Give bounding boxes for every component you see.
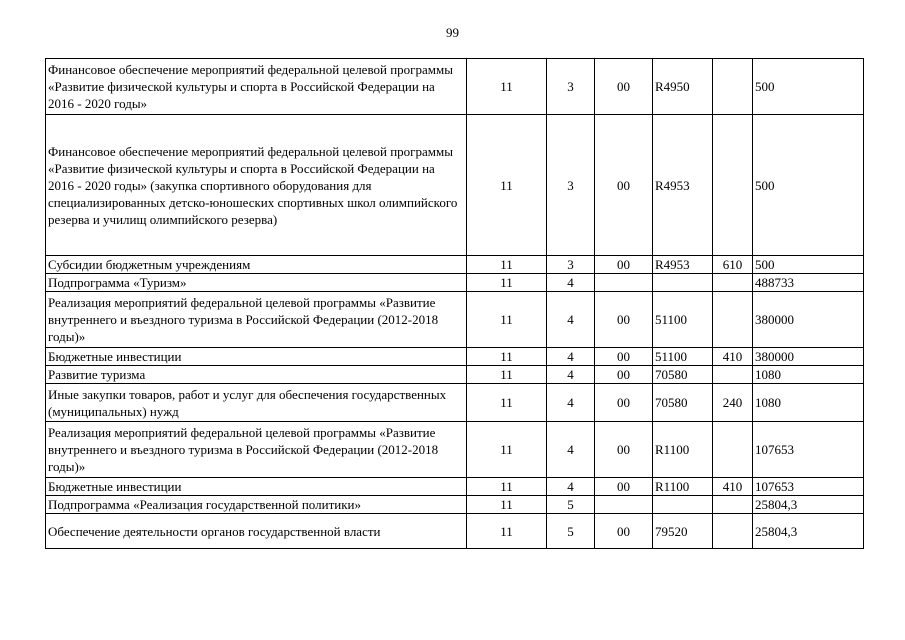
table-row (46, 256, 864, 274)
article-code: 00 (595, 478, 653, 496)
amount: 380000 (753, 292, 864, 348)
article-code: 00 (595, 59, 653, 115)
amount: 500 (753, 256, 864, 274)
row-name: Финансовое обеспечение мероприятий федеральной целевой программы «Развитие физической культуры и спорта в Российской Федерации на 2016 - 2020 годы» (закупка спортивного оборудования для специализированных детско-юношеских спортивных школ олимпийского резерва и училищ олимпийского резерва) (46, 115, 467, 256)
amount: 1080 (753, 384, 864, 422)
subsection-code: 5 (547, 496, 595, 514)
row-name: Развитие туризма (46, 366, 467, 384)
table-row (46, 59, 864, 115)
table-row (46, 115, 864, 256)
section-code: 11 (467, 292, 547, 348)
expense-type-code (713, 292, 753, 348)
amount: 380000 (753, 348, 864, 366)
subsection-code: 5 (547, 514, 595, 549)
expense-type-code: 410 (713, 478, 753, 496)
target-item-code: R4953 (653, 115, 713, 256)
budget-table (45, 58, 864, 549)
amount: 500 (753, 59, 864, 115)
expense-type-code (713, 115, 753, 256)
article-code: 00 (595, 256, 653, 274)
amount: 500 (753, 115, 864, 256)
target-item-code: 79520 (653, 514, 713, 549)
target-item-code: R4953 (653, 256, 713, 274)
target-item-code: 70580 (653, 366, 713, 384)
expense-type-code (713, 514, 753, 549)
amount: 1080 (753, 366, 864, 384)
subsection-code: 3 (547, 115, 595, 256)
row-name: Бюджетные инвестиции (46, 478, 467, 496)
article-code: 00 (595, 348, 653, 366)
table-row (46, 292, 864, 348)
article-code: 00 (595, 115, 653, 256)
target-item-code: R1100 (653, 422, 713, 478)
amount: 488733 (753, 274, 864, 292)
row-name: Подпрограмма «Реализация государственной политики» (46, 496, 467, 514)
section-code: 11 (467, 384, 547, 422)
subsection-code: 4 (547, 366, 595, 384)
section-code: 11 (467, 59, 547, 115)
row-name: Обеспечение деятельности органов государственной власти (46, 514, 467, 549)
row-name: Финансовое обеспечение мероприятий федеральной целевой программы «Развитие физической культуры и спорта в Российской Федерации на 2016 - 2020 годы» (46, 59, 467, 115)
expense-type-code (713, 366, 753, 384)
expense-type-code: 610 (713, 256, 753, 274)
article-code: 00 (595, 422, 653, 478)
row-name: Реализация мероприятий федеральной целевой программы «Развитие внутреннего и въездного туризма в Российской Федерации (2012-2018 годы)» (46, 292, 467, 348)
section-code: 11 (467, 478, 547, 496)
row-name: Подпрограмма «Туризм» (46, 274, 467, 292)
section-code: 11 (467, 348, 547, 366)
row-name: Бюджетные инвестиции (46, 348, 467, 366)
article-code (595, 496, 653, 514)
section-code: 11 (467, 256, 547, 274)
target-item-code: R4950 (653, 59, 713, 115)
article-code: 00 (595, 514, 653, 549)
subsection-code: 3 (547, 59, 595, 115)
article-code: 00 (595, 366, 653, 384)
row-name: Иные закупки товаров, работ и услуг для обеспечения государственных (муниципальных) нужд (46, 384, 467, 422)
table-row (46, 422, 864, 478)
row-name: Реализация мероприятий федеральной целевой программы «Развитие внутреннего и въездного туризма в Российской Федерации (2012-2018 годы)» (46, 422, 467, 478)
section-code: 11 (467, 514, 547, 549)
expense-type-code: 240 (713, 384, 753, 422)
table-row (46, 514, 864, 549)
amount: 25804,3 (753, 514, 864, 549)
table-row (46, 496, 864, 514)
row-name: Субсидии бюджетным учреждениям (46, 256, 467, 274)
target-item-code: 70580 (653, 384, 713, 422)
expense-type-code (713, 59, 753, 115)
subsection-code: 4 (547, 478, 595, 496)
target-item-code: 51100 (653, 292, 713, 348)
subsection-code: 4 (547, 274, 595, 292)
target-item-code: 51100 (653, 348, 713, 366)
section-code: 11 (467, 115, 547, 256)
amount: 107653 (753, 478, 864, 496)
page-number: 99 (446, 25, 459, 40)
table-row (46, 478, 864, 496)
target-item-code: R1100 (653, 478, 713, 496)
subsection-code: 4 (547, 384, 595, 422)
target-item-code (653, 274, 713, 292)
expense-type-code (713, 422, 753, 478)
subsection-code: 4 (547, 348, 595, 366)
table-row (46, 366, 864, 384)
subsection-code: 4 (547, 422, 595, 478)
expense-type-code (713, 496, 753, 514)
expense-type-code (713, 274, 753, 292)
amount: 107653 (753, 422, 864, 478)
section-code: 11 (467, 274, 547, 292)
table-row (46, 348, 864, 366)
target-item-code (653, 496, 713, 514)
table-row (46, 384, 864, 422)
article-code (595, 274, 653, 292)
article-code: 00 (595, 384, 653, 422)
section-code: 11 (467, 496, 547, 514)
section-code: 11 (467, 422, 547, 478)
article-code: 00 (595, 292, 653, 348)
section-code: 11 (467, 366, 547, 384)
subsection-code: 4 (547, 292, 595, 348)
amount: 25804,3 (753, 496, 864, 514)
expense-type-code: 410 (713, 348, 753, 366)
subsection-code: 3 (547, 256, 595, 274)
table-row (46, 274, 864, 292)
